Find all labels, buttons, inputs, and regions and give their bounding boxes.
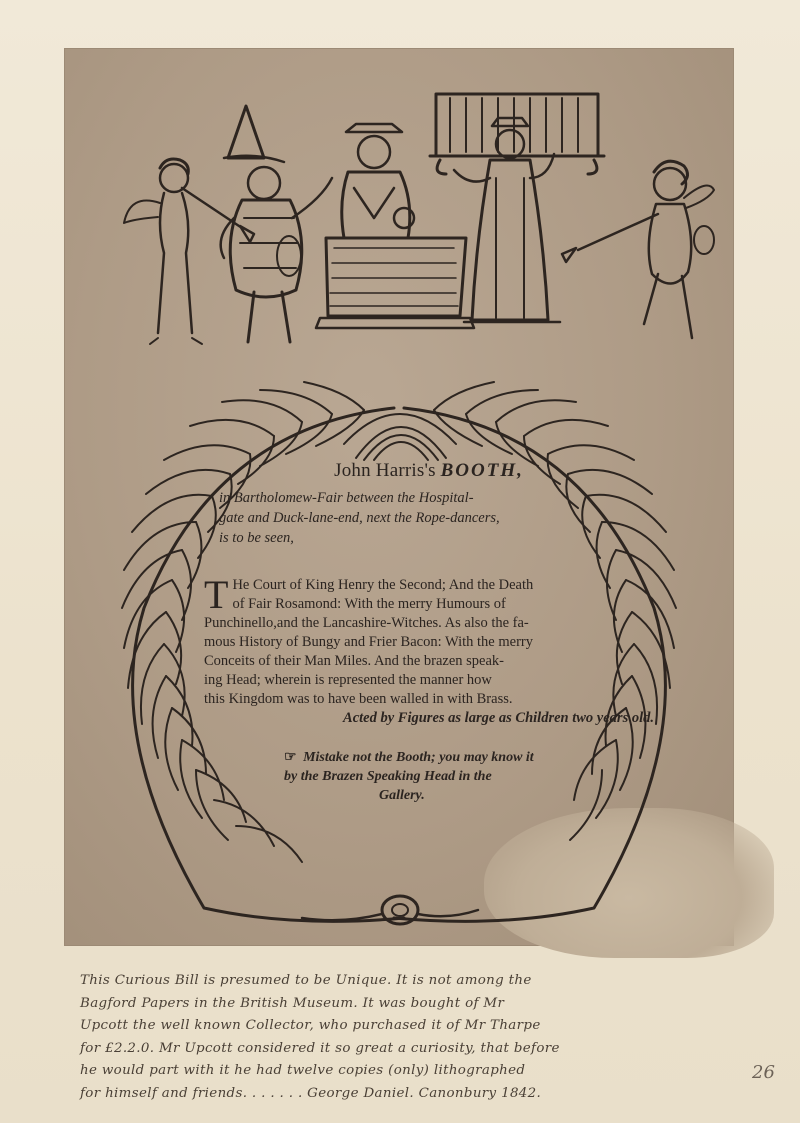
woodcut-illustration (64, 48, 734, 378)
location-line: gate and Duck-lane-end, next the Rope-dancers, (219, 510, 500, 526)
location-line: in Bartholomew-Fair between the Hospital- (219, 490, 474, 506)
annotation-line: for £2.2.0. Mr Upcott considered it so great a curiosity, that before (80, 1040, 560, 1056)
annotation-line: Upcott the well known Collector, who purchased it of Mr Tharpe (80, 1018, 541, 1033)
page-number: 26 (752, 1062, 775, 1083)
notice-line: Gallery. (379, 788, 425, 803)
table (316, 238, 474, 328)
playbill-title (279, 460, 579, 482)
annotation-line: for himself and friends. . . . . . . George Daniel. Canonbury 1842. (80, 1085, 542, 1101)
friar-bacon-figure (342, 124, 414, 238)
body-line: mous History of Bungy and Frier Bacon: With the merry (204, 634, 533, 650)
body-line: Conceits of their Man Miles. And the brazen speak- (204, 653, 504, 669)
body-line: Punchinello,and the Lancashire-Witches. As also the fa- (204, 615, 529, 631)
title-prefix: John Harris's (334, 460, 436, 481)
drop-cap: T (204, 572, 229, 617)
body-line: He Court of King Henry the Second; And the Death (232, 577, 534, 593)
notice-line: by the Brazen Speaking Head in the (284, 769, 492, 784)
acted-line: Acted by Figures as large as Children two years old. (343, 710, 654, 726)
right-cherub-figure (562, 161, 714, 338)
handwritten-annotation (80, 970, 720, 1105)
playbill-location (219, 488, 639, 548)
left-cherub-figure (124, 159, 254, 344)
title-word: BOOTH, (440, 460, 524, 481)
body-line: of Fair Rosamond: With the merry Humours of (232, 596, 506, 612)
booth-notice (284, 748, 584, 805)
scholar-figure (454, 118, 560, 322)
playbill-sheet (64, 48, 734, 946)
bookcase (430, 94, 604, 174)
location-line: is to be seen, (219, 530, 294, 546)
body-line: this Kingdom was to have been walled in with Brass. (204, 691, 513, 707)
notice-line: Mistake not the Booth; you may know it (303, 750, 534, 765)
annotation-line: he would part with it he had twelve copies (only) lithographed (80, 1063, 526, 1078)
playbill-body (204, 572, 654, 728)
annotation-line: Bagford Papers in the British Museum. It was bought of Mr (80, 995, 505, 1011)
body-line: ing Head; wherein is represented the manner how (204, 672, 492, 688)
annotation-line: This Curious Bill is presumed to be Unique. It is not among the (80, 973, 532, 988)
pointing-hand-icon: ☞ (284, 750, 297, 765)
